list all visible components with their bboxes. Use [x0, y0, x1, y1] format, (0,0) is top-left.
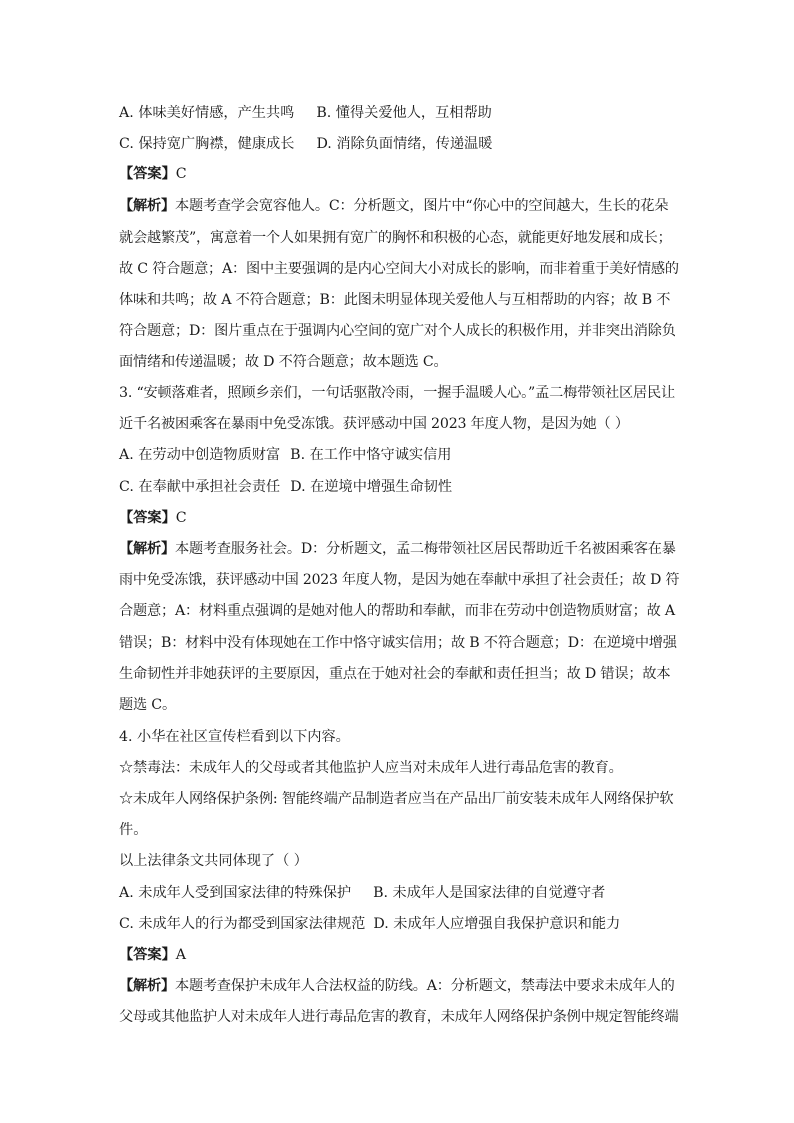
- q2-analysis-text: 本题考查学会宽容他人。C：分析题文，图片中“你心中的空间越大，生长的花朵: [174, 198, 669, 214]
- q4-answer-value: A: [175, 947, 187, 963]
- q3-analysis-line-2: 雨中免受冻饿，获评感动中国 2023 年度人物，是因为她在奉献中承担了社会责任；故 D 符: [119, 572, 680, 588]
- q2-analysis-line-4: 体味和共鸣；故 A 不符合题意；B：此图未明显体现关爱他人与互相帮助的内容；故 B 不: [119, 292, 671, 308]
- q4-stem-line-4: 件。: [119, 822, 148, 838]
- q4-option-d: D. 未成年人应增强自我保护意识和能力: [373, 916, 621, 932]
- q2-options-row-2: [119, 134, 679, 154]
- q2-options-row-1: [119, 103, 679, 123]
- q3-answer: [119, 508, 679, 528]
- q3-analysis-line-5: 生命韧性并非她获评的主要原因，重点在于她对社会的奉献和责任担当；故 D 错误；故本: [119, 666, 671, 682]
- q2-analysis-line-5: 符合题意；D：图片重点在于强调内心空间的宽广对个人成长的积极作用，并非突出消除负: [119, 323, 676, 339]
- q3-option-c: C. 在奉献中承担社会责任: [119, 479, 281, 495]
- q3-option-d: D. 在逆境中增强生命韧性: [290, 479, 453, 495]
- q3-analysis-line-1: [119, 539, 679, 559]
- q4-stem-line-3: ☆未成年人网络保护条例: 智能终端产品制造者应当在产品出厂前安装未成年人网络保护软: [119, 791, 674, 807]
- q2-option-c: C. 保持宽广胸襟，健康成长: [119, 136, 295, 152]
- q3-analysis-line-4: 错误；B：材料中没有体现她在工作中恪守诚实信用；故 B 不符合题意；D：在逆境中增强: [119, 635, 677, 651]
- q3-answer-value: C: [175, 510, 187, 526]
- q4-answer-label: 【答案】: [119, 947, 176, 963]
- q2-option-a: A. 体味美好情感，产生共鸣: [119, 105, 295, 121]
- q3-analysis-line-6: 题选 C。: [119, 697, 176, 713]
- q2-analysis-line-3: 故 C 符合题意；A：图中主要强调的是内心空间大小对成长的影响，而非着重于美好情感的: [119, 261, 679, 277]
- q2-analysis-line-1: [119, 196, 679, 216]
- q4-stem-line-2: ☆禁毒法：未成年人的父母或者其他监护人应当对未成年人进行毒品危害的教育。: [119, 760, 623, 776]
- q2-answer-value: C: [175, 166, 187, 182]
- q3-option-a: A. 在劳动中创造物质财富: [119, 447, 281, 463]
- q2-option-b: B. 懂得关爱他人，互相帮助: [316, 105, 492, 121]
- q3-stem-line-1: 3. “安顿落难者，照顾乡亲们，一句话驱散冷雨，一握手温暖人心。”孟二梅带领社区居民让: [119, 385, 675, 401]
- q3-analysis-line-3: 合题意；A：材料重点强调的是她对他人的帮助和奉献，而非在劳动中创造物质财富；故 A: [119, 603, 675, 619]
- q3-analysis-label: 【解析】: [119, 541, 175, 557]
- q4-option-c: C. 未成年人的行为都受到国家法律规范: [119, 916, 366, 932]
- q2-analysis-label: 【解析】: [119, 198, 175, 214]
- q4-stem-line-5: 以上法律条文共同体现了（ ）: [119, 853, 308, 869]
- q2-answer: [119, 164, 679, 184]
- q4-options-row-1: [119, 883, 679, 903]
- q4-option-a: A. 未成年人受到国家法律的特殊保护: [119, 885, 352, 901]
- q2-analysis-line-6: 面情绪和传递温暖；故 D 不符合题意；故本题选 C。: [119, 354, 448, 370]
- q3-options-row-1: [119, 445, 679, 465]
- q4-analysis-text: 本题考查保护未成年人合法权益的防线。A：分析题文，禁毒法中要求未成年人的: [174, 978, 675, 994]
- q4-options-row-2: [119, 914, 679, 934]
- q4-answer: [119, 945, 679, 965]
- q2-option-d: D. 消除负面情绪，传递温暖: [316, 136, 493, 152]
- q3-answer-label: 【答案】: [119, 510, 176, 526]
- q3-stem-line-2: 近千名被困乘客在暴雨中免受冻饿。获评感动中国 2023 年度人物，是因为她（ ）: [119, 416, 629, 432]
- q4-analysis-line-2: 父母或其他监护人对未成年人进行毒品危害的教育，未成年人网络保护条例中规定智能终端: [119, 1009, 679, 1025]
- q4-analysis-label: 【解析】: [119, 978, 175, 994]
- q4-stem-line-1: 4. 小华在社区宣传栏看到以下内容。: [119, 729, 350, 745]
- q2-answer-label: 【答案】: [119, 166, 176, 182]
- q3-options-row-2: [119, 477, 679, 497]
- q4-analysis-line-1: [119, 976, 679, 996]
- q3-analysis-text: 本题考查服务社会。D：分析题文，孟二梅带领社区居民帮助近千名被困乘客在暴: [174, 541, 676, 557]
- q4-option-b: B. 未成年人是国家法律的自觉遵守者: [373, 885, 606, 901]
- q3-option-b: B. 在工作中恪守诚实信用: [290, 447, 452, 463]
- q2-analysis-line-2: 就会越繁茂”，寓意着一个人如果拥有宽广的胸怀和积极的心态，就能更好地发展和成长；: [119, 230, 672, 246]
